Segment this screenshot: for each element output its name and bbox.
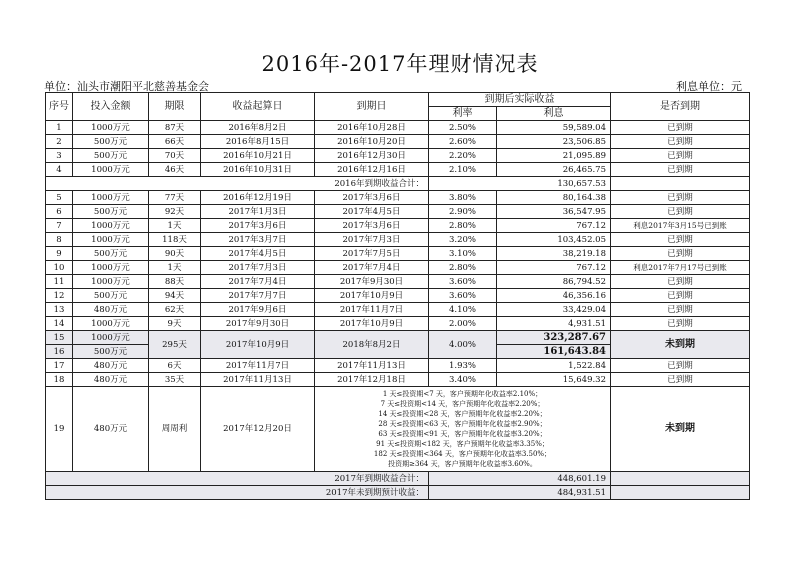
finance-table (45, 92, 750, 500)
end-cell: 2017年11月13日 (315, 359, 429, 373)
end-cell: 2017年10月9日 (315, 289, 429, 303)
interest-cell: 15,649.32 (497, 373, 611, 387)
seq-cell: 6 (46, 205, 73, 219)
end-cell: 2016年12月30日 (315, 149, 429, 163)
rate-tiers (315, 387, 611, 472)
term-cell: 66天 (149, 135, 201, 149)
rate-cell: 3.80% (429, 191, 497, 205)
table-row (46, 121, 750, 135)
interest-cell: 26,465.75 (497, 163, 611, 177)
table-row (46, 247, 750, 261)
term-cell: 70天 (149, 149, 201, 163)
rows-2017 (46, 191, 750, 331)
subtotal-2016-value: 130,657.53 (429, 177, 611, 191)
start-cell: 2017年11月7日 (201, 359, 315, 373)
rate-cell: 4.10% (429, 303, 497, 317)
seq-cell: 10 (46, 261, 73, 275)
start-cell: 2016年10月31日 (201, 163, 315, 177)
interest-cell: 767.12 (497, 219, 611, 233)
header-start-date: 收益起算日 (201, 93, 315, 121)
start-cell: 2017年3月6日 (201, 219, 315, 233)
header-income-group: 到期后实际收益 (429, 93, 611, 107)
rate-cell: 2.80% (429, 219, 497, 233)
rate-cell: 3.60% (429, 275, 497, 289)
interest-cell: 161,643.84 (497, 345, 611, 359)
term-cell: 94天 (149, 289, 201, 303)
status-cell: 已到期 (611, 247, 750, 261)
amount-cell: 1000万元 (73, 331, 149, 345)
term-cell: 88天 (149, 275, 201, 289)
term-cell: 118天 (149, 233, 201, 247)
seq-cell: 18 (46, 373, 73, 387)
seq-cell: 1 (46, 121, 73, 135)
amount-cell: 1000万元 (73, 233, 149, 247)
term-cell: 90天 (149, 247, 201, 261)
status-cell: 已到期 (611, 275, 750, 289)
status-cell: 已到期 (611, 359, 750, 373)
rate-cell: 3.20% (429, 233, 497, 247)
rate-tier-line: 91 天≤投资期<182 天，客户预期年化收益率3.35%； (376, 440, 549, 448)
interest-cell: 46,356.16 (497, 289, 611, 303)
status-cell: 已到期 (611, 317, 750, 331)
subtotal-2016-empty (611, 177, 750, 191)
subtotal-2016-label: 2016年到期收益合计： (46, 177, 429, 191)
amount-cell: 1000万元 (73, 121, 149, 135)
status-cell: 利息2017年3月15号已到账 (611, 219, 750, 233)
status-cell: 已到期 (611, 233, 750, 247)
rate-cell: 2.10% (429, 163, 497, 177)
end-cell: 2017年7月5日 (315, 247, 429, 261)
table-row (46, 135, 750, 149)
amount-cell: 500万元 (73, 289, 149, 303)
rows-2016 (46, 121, 750, 177)
table-row (46, 163, 750, 177)
interest-cell: 1,522.84 (497, 359, 611, 373)
amount-cell: 480万元 (73, 387, 149, 472)
end-cell: 2017年7月3日 (315, 233, 429, 247)
interest-cell: 4,931.51 (497, 317, 611, 331)
start-cell: 2017年9月30日 (201, 317, 315, 331)
start-cell: 2017年1月3日 (201, 205, 315, 219)
end-cell: 2018年8月2日 (315, 331, 429, 359)
seq-cell: 7 (46, 219, 73, 233)
start-cell: 2017年9月6日 (201, 303, 315, 317)
start-cell: 2017年7月3日 (201, 261, 315, 275)
header-amount: 投入金额 (73, 93, 149, 121)
status-cell: 未到期 (611, 331, 750, 359)
rate-tier-line: 14 天≤投资期<28 天，客户预期年化收益率2.20%； (378, 410, 547, 418)
status-cell: 已到期 (611, 303, 750, 317)
rate-tier-line: 28 天≤投资期<63 天，客户预期年化收益率2.90%； (378, 420, 547, 428)
rate-cell: 2.50% (429, 121, 497, 135)
table-row (46, 233, 750, 247)
rate-cell: 2.00% (429, 317, 497, 331)
seq-cell: 17 (46, 359, 73, 373)
rate-cell: 3.10% (429, 247, 497, 261)
organization-label: 单位：汕头市潮阳平北慈善基金会 (44, 80, 209, 93)
rate-cell: 2.90% (429, 205, 497, 219)
start-cell: 2017年10月9日 (201, 331, 315, 359)
interest-cell: 103,452.05 (497, 233, 611, 247)
start-cell: 2016年10月21日 (201, 149, 315, 163)
term-cell: 9天 (149, 317, 201, 331)
total-unexpired-value: 484,931.51 (429, 486, 611, 500)
interest-cell: 323,287.67 (497, 331, 611, 345)
status-cell: 已到期 (611, 121, 750, 135)
interest-cell: 86,794.52 (497, 275, 611, 289)
page-title: 2016年-2017年理财情况表 (261, 52, 539, 76)
header-seq: 序号 (46, 93, 73, 121)
total-2017-label: 2017年到期收益合计： (46, 472, 429, 486)
end-cell: 2017年3月6日 (315, 219, 429, 233)
status-cell: 已到期 (611, 191, 750, 205)
seq-cell: 15 (46, 331, 73, 345)
amount-cell: 480万元 (73, 303, 149, 317)
term-cell: 77天 (149, 191, 201, 205)
start-cell: 2017年7月7日 (201, 289, 315, 303)
table-row (46, 219, 750, 233)
seq-cell: 3 (46, 149, 73, 163)
status-cell: 已到期 (611, 149, 750, 163)
rate-tier-line: 7 天≤投资期<14 天，客户预期年化收益率2.20%； (380, 400, 545, 408)
interest-cell: 767.12 (497, 261, 611, 275)
interest-unit-label: 利息单位：元 (676, 80, 742, 93)
end-cell: 2017年3月6日 (315, 191, 429, 205)
table-row (46, 289, 750, 303)
status-cell: 已到期 (611, 289, 750, 303)
header-end-date: 到期日 (315, 93, 429, 121)
seq-cell: 4 (46, 163, 73, 177)
amount-cell: 1000万元 (73, 275, 149, 289)
amount-cell: 480万元 (73, 373, 149, 387)
header-term: 期限 (149, 93, 201, 121)
seq-cell: 16 (46, 345, 73, 359)
seq-cell: 13 (46, 303, 73, 317)
seq-cell: 8 (46, 233, 73, 247)
amount-cell: 500万元 (73, 135, 149, 149)
end-cell: 2017年7月4日 (315, 261, 429, 275)
status-cell: 利息2017年7月17号已到账 (611, 261, 750, 275)
table-row (46, 373, 750, 387)
interest-cell: 59,589.04 (497, 121, 611, 135)
start-cell: 2017年7月4日 (201, 275, 315, 289)
end-cell: 2016年10月20日 (315, 135, 429, 149)
term-cell: 295天 (149, 331, 201, 359)
amount-cell: 1000万元 (73, 191, 149, 205)
rate-cell: 2.80% (429, 261, 497, 275)
table-row (46, 387, 750, 472)
rate-tier-line: 投资期≥364 天，客户预期年化收益率3.60%。 (388, 460, 537, 468)
amount-cell: 1000万元 (73, 163, 149, 177)
total-2017-empty (611, 472, 750, 486)
interest-cell: 21,095.89 (497, 149, 611, 163)
table-row (46, 303, 750, 317)
table-row (46, 275, 750, 289)
rate-cell: 2.60% (429, 135, 497, 149)
end-cell: 2016年12月16日 (315, 163, 429, 177)
total-2017-value: 448,601.19 (429, 472, 611, 486)
term-cell: 周周利 (149, 387, 201, 472)
start-cell: 2017年12月20日 (201, 387, 315, 472)
total-unexpired-label: 2017年未到期预计收益： (46, 486, 429, 500)
start-cell: 2016年8月2日 (201, 121, 315, 135)
start-cell: 2017年3月7日 (201, 233, 315, 247)
table-row (46, 205, 750, 219)
term-cell: 62天 (149, 303, 201, 317)
interest-cell: 23,506.85 (497, 135, 611, 149)
end-cell: 2017年10月9日 (315, 317, 429, 331)
amount-cell: 1000万元 (73, 261, 149, 275)
end-cell: 2017年12月18日 (315, 373, 429, 387)
status-cell: 未到期 (611, 387, 750, 472)
rate-cell: 1.93% (429, 359, 497, 373)
status-cell: 已到期 (611, 163, 750, 177)
table-row (46, 149, 750, 163)
amount-cell: 1000万元 (73, 219, 149, 233)
seq-cell: 2 (46, 135, 73, 149)
amount-cell: 500万元 (73, 205, 149, 219)
seq-cell: 19 (46, 387, 73, 472)
amount-cell: 500万元 (73, 345, 149, 359)
start-cell: 2016年12月19日 (201, 191, 315, 205)
seq-cell: 14 (46, 317, 73, 331)
term-cell: 1天 (149, 261, 201, 275)
start-cell: 2017年4月5日 (201, 247, 315, 261)
rate-cell: 4.00% (429, 331, 497, 359)
table-row (46, 317, 750, 331)
header-interest: 利息 (497, 107, 611, 121)
header-status: 是否到期 (611, 93, 750, 121)
start-cell: 2016年8月15日 (201, 135, 315, 149)
term-cell: 87天 (149, 121, 201, 135)
seq-cell: 12 (46, 289, 73, 303)
rate-tier-line: 182 天≤投资期<364 天，客户预期年化收益率3.50%； (373, 450, 552, 458)
term-cell: 6天 (149, 359, 201, 373)
interest-cell: 38,219.18 (497, 247, 611, 261)
rate-cell: 3.60% (429, 289, 497, 303)
term-cell: 92天 (149, 205, 201, 219)
seq-cell: 9 (46, 247, 73, 261)
amount-cell: 500万元 (73, 149, 149, 163)
end-cell: 2017年9月30日 (315, 275, 429, 289)
term-cell: 1天 (149, 219, 201, 233)
amount-cell: 480万元 (73, 359, 149, 373)
rows-late (46, 359, 750, 387)
start-cell: 2017年11月13日 (201, 373, 315, 387)
rate-tier-line: 63 天≤投资期<91 天，客户预期年化收益率3.20%； (378, 430, 547, 438)
seq-cell: 5 (46, 191, 73, 205)
term-cell: 46天 (149, 163, 201, 177)
table-row (46, 191, 750, 205)
term-cell: 35天 (149, 373, 201, 387)
rate-tier-line: 1 天≤投资期<7 天，客户预期年化收益率2.10%； (382, 390, 543, 398)
interest-cell: 80,164.38 (497, 191, 611, 205)
amount-cell: 1000万元 (73, 317, 149, 331)
table-row (46, 261, 750, 275)
rate-cell: 3.40% (429, 373, 497, 387)
end-cell: 2017年4月5日 (315, 205, 429, 219)
end-cell: 2017年11月7日 (315, 303, 429, 317)
table-row (46, 359, 750, 373)
status-cell: 已到期 (611, 135, 750, 149)
header-rate: 利率 (429, 107, 497, 121)
end-cell: 2016年10月28日 (315, 121, 429, 135)
rate-cell: 2.20% (429, 149, 497, 163)
interest-cell: 33,429.04 (497, 303, 611, 317)
seq-cell: 11 (46, 275, 73, 289)
status-cell: 已到期 (611, 373, 750, 387)
status-cell: 已到期 (611, 205, 750, 219)
amount-cell: 500万元 (73, 247, 149, 261)
total-unexpired-empty (611, 486, 750, 500)
interest-cell: 36,547.95 (497, 205, 611, 219)
table-row (46, 331, 750, 345)
